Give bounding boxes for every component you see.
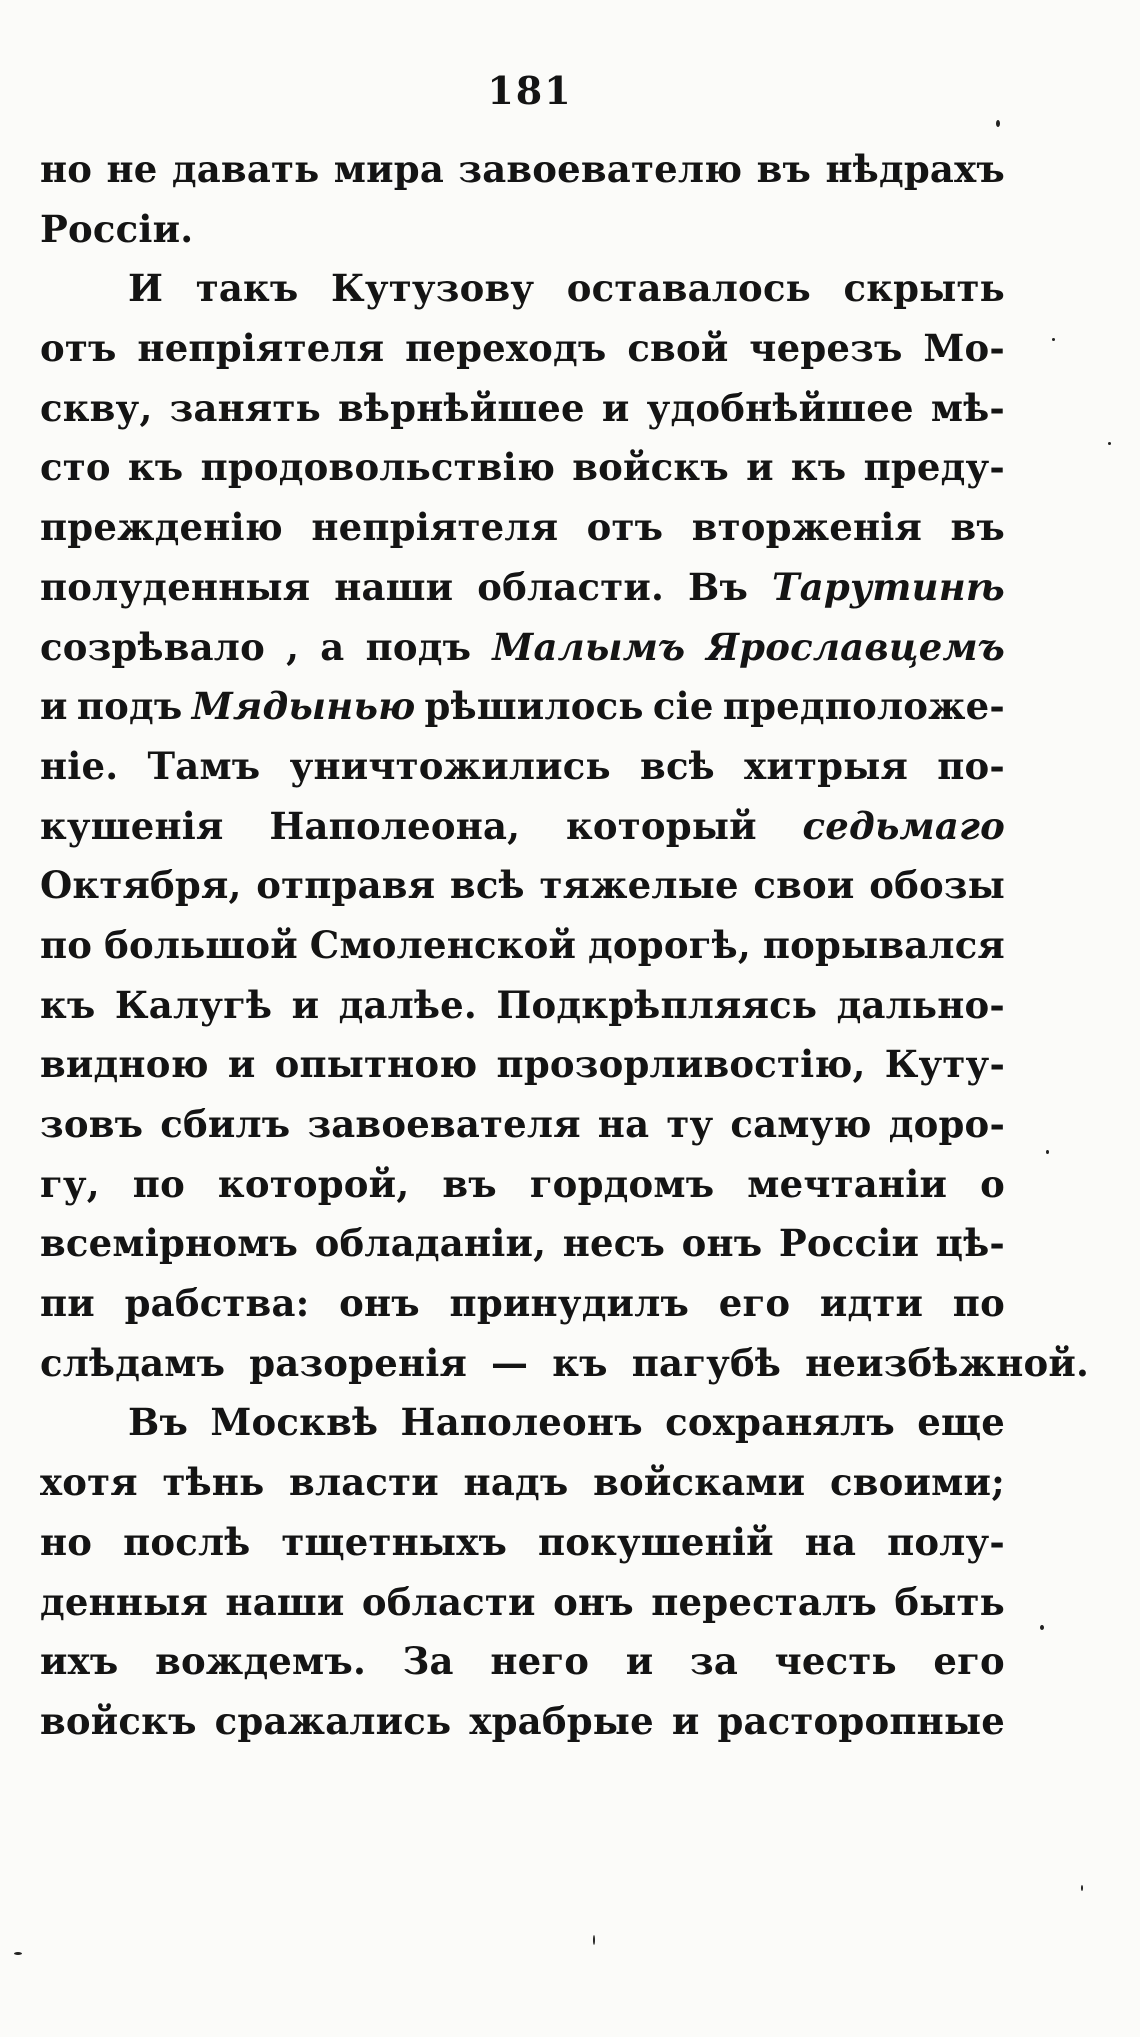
print-speck (1081, 1885, 1083, 1891)
text-word: зовъ (40, 1102, 144, 1146)
text-word: созрѣвало (40, 624, 265, 669)
text-word: седьмаго (802, 803, 1005, 848)
text-line (40, 498, 1005, 558)
print-speck (996, 120, 1000, 127)
text-word: на (804, 1519, 857, 1564)
text-word: къ (127, 445, 184, 490)
text-word: порывался (762, 922, 1005, 967)
text-line (40, 259, 1005, 319)
print-speck (593, 1935, 595, 1945)
text-word: его (933, 1639, 1005, 1684)
text-word: , (286, 624, 300, 669)
text-word: вѣрнѣйшее (338, 385, 585, 430)
text-word: войсками (593, 1460, 806, 1505)
print-speck (1108, 442, 1111, 445)
text-word: — (491, 1340, 529, 1385)
text-word: И (128, 266, 164, 311)
text-word: наши (225, 1579, 345, 1624)
text-word: Подкрѣпляясь (496, 982, 818, 1027)
text-word: преду- (863, 445, 1005, 490)
text-word: всѣ (449, 863, 525, 908)
text-word: который (566, 803, 757, 848)
text-line (40, 1095, 1005, 1155)
text-word: Малымъ (492, 624, 686, 669)
text-word: пересталъ (651, 1579, 877, 1624)
text-word: Наполеонъ (400, 1400, 643, 1445)
text-word: мира (333, 147, 445, 191)
text-word: За (402, 1639, 454, 1684)
text-word: въ (756, 147, 812, 191)
text-line (40, 319, 1005, 379)
text-word: и (625, 1639, 654, 1684)
text-word: въ (950, 505, 1005, 550)
text-word: нѣдрахъ (825, 147, 1005, 191)
text-word: непріятеля (137, 326, 385, 371)
text-word: идти (819, 1281, 924, 1326)
text-word: занять (169, 385, 321, 430)
print-speck (1046, 1150, 1049, 1154)
text-word: сто (40, 445, 111, 490)
text-word: его (718, 1281, 791, 1326)
text-word: войскъ (40, 1698, 197, 1743)
text-line (40, 797, 1005, 857)
text-word: опытною (274, 1042, 478, 1087)
text-word: пагубѣ (631, 1340, 782, 1385)
text-word: обладаніи, (314, 1221, 547, 1266)
text-line (40, 1214, 1005, 1274)
text-word: быть (894, 1579, 1005, 1624)
text-word: гордомъ (529, 1161, 715, 1206)
text-word: всѣ (640, 743, 715, 788)
text-word: большой (104, 922, 298, 967)
text-word: послѣ (123, 1519, 251, 1564)
text-word: хитрыя (744, 743, 909, 788)
text-word: свои (753, 863, 855, 908)
text-word: по (40, 922, 93, 967)
text-word: тяжелые (539, 863, 739, 908)
text-word: за (690, 1639, 738, 1684)
text-word: области. (477, 564, 665, 609)
text-word: которой, (217, 1161, 410, 1206)
text-word: онъ (681, 1221, 763, 1266)
text-word: но (40, 1519, 93, 1564)
text-line (40, 438, 1005, 498)
text-word: Мядынью (191, 684, 416, 729)
text-word: Тамъ (147, 743, 261, 788)
text-word: сіе (652, 684, 714, 729)
text-word: о (980, 1161, 1005, 1206)
text-line (40, 737, 1005, 797)
text-word: Въ (128, 1400, 189, 1445)
text-line (40, 856, 1005, 916)
text-word: рѣшилось (424, 684, 644, 729)
text-word: неизбѣжной. (805, 1340, 1090, 1385)
text-word: сохранялъ (665, 1400, 895, 1445)
text-word: онъ (553, 1579, 634, 1624)
text-word: Наполеона, (269, 803, 521, 848)
text-word: Тарутинѣ (771, 564, 1005, 609)
text-line (40, 200, 1005, 260)
text-word: давать (171, 147, 320, 191)
text-word: Москвѣ (210, 1400, 379, 1445)
text-word: скрыть (843, 266, 1005, 311)
text-word: по (952, 1281, 1005, 1326)
text-word: принудилъ (449, 1281, 690, 1326)
text-word: разоренія (249, 1340, 468, 1385)
text-word: свой (627, 326, 729, 371)
text-word: уничтожились (289, 743, 611, 788)
text-word: денныя (40, 1579, 208, 1624)
text-word: войскъ (572, 445, 729, 490)
text-word: въ (442, 1161, 497, 1206)
text-word: прозорливостію, (496, 1042, 866, 1087)
text-word: рабства: (124, 1281, 310, 1326)
text-line (40, 1453, 1005, 1513)
text-word: видною (40, 1042, 209, 1087)
text-line (40, 1155, 1005, 1215)
text-line (40, 976, 1005, 1036)
text-word: оставалось (566, 266, 811, 311)
text-word: области (361, 1579, 536, 1624)
text-word: Калугѣ (114, 982, 273, 1027)
text-word: и (601, 385, 630, 430)
text-word: сражались (214, 1698, 452, 1743)
text-word: далѣе. (338, 982, 478, 1027)
text-line (40, 1393, 1005, 1453)
text-word: и (291, 982, 320, 1027)
text-line (40, 379, 1005, 439)
text-word: Россіи. (40, 206, 194, 251)
text-word: къ (40, 982, 96, 1027)
text-word: ихъ (40, 1639, 119, 1684)
text-word: подъ (76, 684, 183, 729)
text-word: по- (937, 743, 1005, 788)
text-word: кушенія (40, 803, 224, 848)
text-word: Куту- (884, 1042, 1005, 1087)
text-word: такъ (195, 266, 299, 311)
text-word: непріятеля (311, 505, 559, 550)
text-line (40, 1573, 1005, 1633)
text-line (40, 1334, 1090, 1394)
text-word: ніе. (40, 743, 119, 788)
text-word: онъ (339, 1281, 420, 1326)
text-word: мечтаніи (747, 1161, 948, 1206)
text-word: сбилъ (160, 1102, 291, 1146)
text-line (40, 677, 1005, 737)
text-word: гу, (40, 1161, 100, 1206)
text-word: вождемъ. (155, 1639, 367, 1684)
text-word: слѣдамъ (40, 1340, 226, 1385)
text-word: отъ (586, 505, 664, 550)
print-speck (1040, 1625, 1044, 1630)
text-word: скву, (40, 385, 153, 430)
text-word: тѣнь (162, 1460, 265, 1505)
text-word: отъ (40, 326, 117, 371)
text-word: тщетныхъ (281, 1519, 508, 1564)
text-word: но (40, 147, 93, 191)
text-word: своими; (829, 1460, 1005, 1505)
text-word: къ (790, 445, 847, 490)
text-word: хотя (40, 1460, 138, 1505)
text-word: честь (774, 1639, 897, 1684)
text-line (40, 916, 1005, 976)
text-word: предположе- (722, 684, 1005, 729)
text-word: несъ (562, 1221, 666, 1266)
text-line (40, 1632, 1005, 1692)
text-word: полу- (887, 1519, 1005, 1564)
text-word: дорогѣ, (588, 922, 751, 967)
text-word: а (320, 624, 345, 669)
text-word: расторопные (717, 1698, 1005, 1743)
text-word: и (40, 684, 68, 729)
page-number: 181 (487, 68, 573, 113)
text-word: обозы (869, 863, 1005, 908)
text-word: власти (289, 1460, 439, 1505)
text-word: удобнѣйшее (646, 385, 914, 430)
text-line (40, 1035, 1005, 1095)
text-line (40, 1274, 1005, 1334)
text-word: Кутузову (331, 266, 535, 311)
text-word: отправя (256, 863, 436, 908)
text-word: ту (666, 1102, 714, 1146)
text-word: продовольствію (200, 445, 556, 490)
text-word: Октября, (40, 863, 242, 908)
text-word: мѣ- (930, 385, 1005, 430)
text-word: на (597, 1102, 650, 1146)
text-word: Мо- (923, 326, 1005, 371)
text-word: переходъ (405, 326, 607, 371)
text-line (40, 1513, 1005, 1573)
text-word: прежденію (40, 505, 283, 550)
text-word: и (671, 1698, 700, 1743)
text-word: Россіи (778, 1221, 920, 1266)
text-word: и (746, 445, 774, 490)
text-word: надъ (463, 1460, 569, 1505)
print-speck (1052, 338, 1055, 341)
text-word: по (132, 1161, 185, 1206)
text-line (40, 140, 1005, 200)
text-word: еще (917, 1400, 1005, 1445)
text-word: вторженія (691, 505, 923, 550)
text-word: покушеній (537, 1519, 774, 1564)
text-word: доро- (888, 1102, 1005, 1146)
body-text (40, 140, 1090, 1752)
text-word: полуденныя (40, 564, 311, 609)
text-word: подъ (365, 624, 472, 669)
text-word: храбрые (469, 1698, 654, 1743)
text-word: Въ (687, 564, 749, 609)
text-word: всемірномъ (40, 1221, 299, 1266)
text-word: пи (40, 1281, 95, 1326)
text-word: завоевателю (458, 147, 743, 191)
text-word: Смоленской (309, 922, 577, 967)
text-word: и (227, 1042, 256, 1087)
text-line (40, 1692, 1005, 1752)
text-word: Ярославцемъ (706, 624, 1005, 669)
text-line (40, 618, 1005, 678)
text-word: не (106, 147, 158, 191)
text-line (40, 558, 1005, 618)
text-word: завоевателя (307, 1102, 581, 1146)
text-word: наши (334, 564, 454, 609)
text-word: дально- (836, 982, 1005, 1027)
text-word: самую (730, 1102, 872, 1146)
text-word: цѣ- (935, 1221, 1005, 1266)
text-word: черезъ (749, 326, 903, 371)
text-word: къ (552, 1340, 608, 1385)
text-word: него (490, 1639, 590, 1684)
print-speck (14, 1952, 22, 1955)
